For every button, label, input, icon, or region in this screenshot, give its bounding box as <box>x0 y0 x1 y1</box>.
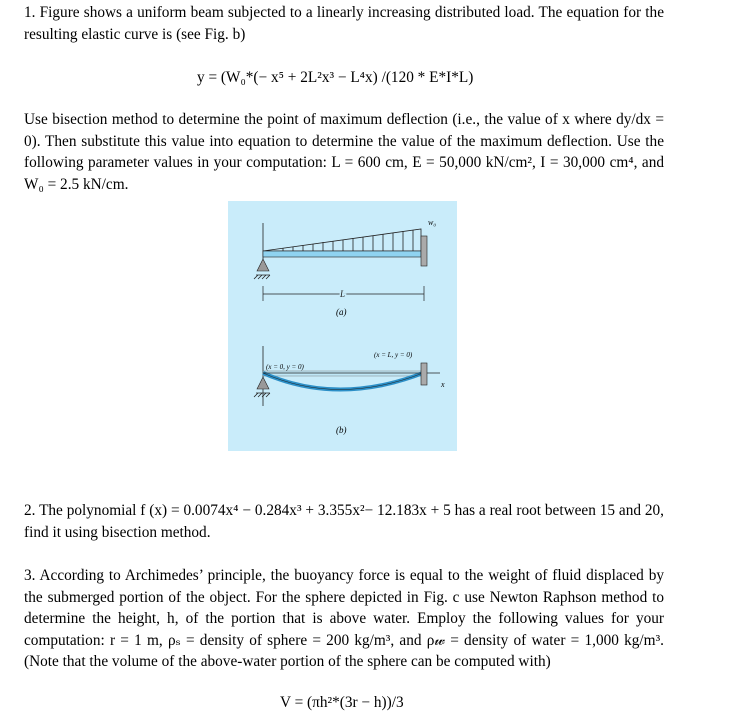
span-label: L <box>340 289 346 299</box>
pin-support-b <box>254 393 270 397</box>
elastic-curve-equation: y = (W₀*(− x⁵ + 2L²x³ − L⁴x) /(120 * E*I*L) <box>197 69 474 86</box>
problem3-text: 3. According to Archimedes’ principle, the buoyancy force is equal to the weight of fluid displaced by the submerged portion of the object. For the sphere depicted in Fig. c use Newton Raphson method to determine the height, h, of the portion that is above water. Employ the following values for your computation: r = 1 m, ρₛ = density of sphere = 200 kg/m³, and ρ𝓌 = density of water = 1,000 kg/m³. (Note that the volume of the above-water portion of the sphere can be computed with) <box>24 567 664 670</box>
problem1-intro: 1. Figure shows a uniform beam subjected to a linearly increasing distributed load. The equation for the resulting elastic curve is (see Fig. b) <box>24 4 664 43</box>
caption-b: (b) <box>336 425 347 435</box>
load-label: w₀ <box>428 218 437 227</box>
beam-diagram <box>228 201 457 451</box>
x-axis-label: x <box>441 380 445 389</box>
right-wall <box>421 236 427 266</box>
pin-support-a <box>254 275 270 279</box>
problem2-text: 2. The polynomial f (x) = 0.0074x⁴ − 0.284x³ + 3.355x²− 12.183x + 5 has a real root between 15 and 20, find it using bisection method. <box>24 502 664 541</box>
caption-a: (a) <box>336 307 347 317</box>
beam-figure <box>228 201 457 451</box>
right-boundary-label: (x = L, y = 0) <box>374 351 413 359</box>
sphere-volume-equation: V = (πh²*(3r − h))/3 <box>280 694 404 711</box>
left-boundary-label: (x = 0, y = 0) <box>266 363 304 371</box>
problem1-body: Use bisection method to determine the point of maximum deflection (i.e., the value of x where dy/dx = 0). Then substitute this value into equation to determine the value of the maximum deflection. Use the following parameter values in your computation: L = 600 cm, E = 50,000 kN/cm², I = 30,000 cm⁴, and W₀ = 2.5 kN/cm. <box>24 111 664 193</box>
